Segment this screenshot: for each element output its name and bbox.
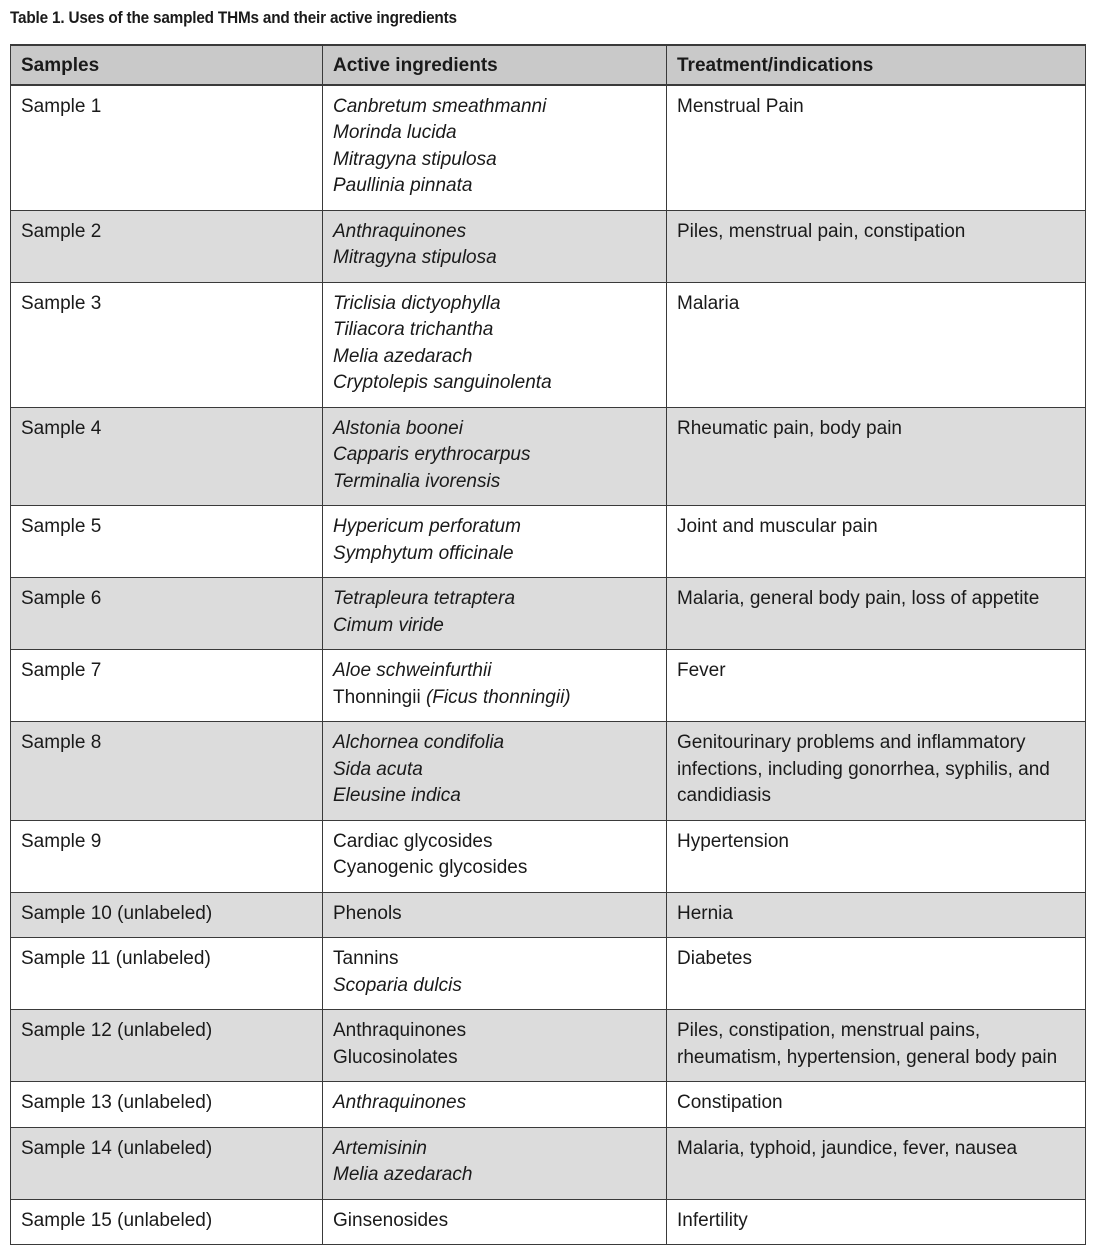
table-row: [11, 722, 1086, 821]
active-ingredients-cell: [323, 1199, 667, 1245]
table-row: [11, 650, 1086, 722]
ingredient-line: [333, 829, 656, 856]
ingredient-line: [333, 783, 656, 810]
ingredient-line: [333, 541, 656, 568]
ingredient-line: [333, 416, 656, 443]
ingredient-line: [333, 685, 656, 712]
ingredient-line: [333, 147, 656, 174]
active-ingredients-cell: [323, 210, 667, 282]
table-row: [11, 938, 1086, 1010]
ingredient-line: [333, 173, 656, 200]
sample-cell: Sample 13 (unlabeled): [11, 1082, 323, 1128]
ingredient-name: Anthraquinones: [333, 220, 467, 242]
ingredient-name: Artemisinin: [333, 1137, 427, 1159]
sample-cell: Sample 10 (unlabeled): [11, 892, 323, 938]
active-ingredients-cell: [323, 938, 667, 1010]
ingredient-line: [333, 946, 656, 973]
treatment-cell: Menstrual Pain: [667, 85, 1086, 211]
ingredient-line: [333, 613, 656, 640]
ingredient-name: Anthraquinones: [333, 1092, 467, 1113]
sample-cell: Sample 2: [11, 210, 323, 282]
sample-cell: Sample 12 (unlabeled): [11, 1010, 323, 1082]
sample-cell: Sample 7: [11, 650, 323, 722]
ingredient-name: Ginsenosides: [333, 1209, 449, 1231]
ingredient-name: Morinda lucida: [333, 122, 457, 143]
ingredient-line: [333, 730, 656, 757]
ingredient-name: Paullinia pinnata: [333, 175, 473, 196]
treatment-cell: Piles, menstrual pain, constipation: [667, 210, 1086, 282]
ingredient-name: Anthraquinones: [333, 1020, 467, 1041]
ingredient-name: Sida acuta: [333, 758, 423, 780]
treatment-cell: Constipation: [667, 1082, 1086, 1128]
treatment-cell: Malaria, typhoid, jaundice, fever, nausea: [667, 1127, 1086, 1199]
ingredient-line: [333, 658, 656, 685]
ingredient-name: Hypericum perforatum: [333, 516, 521, 537]
treatment-cell: Rheumatic pain, body pain: [667, 407, 1086, 506]
ingredient-line: [333, 514, 656, 541]
sample-cell: Sample 4: [11, 407, 323, 506]
table-header: [11, 45, 1086, 85]
table-row: [11, 1082, 1086, 1128]
treatment-cell: Malaria, general body pain, loss of appetite: [667, 578, 1086, 650]
table-row: [11, 85, 1086, 211]
header-row: [11, 45, 1086, 85]
ingredient-name: Capparis erythrocarpus: [333, 444, 531, 465]
ingredient-name: Cyanogenic glycosides: [333, 857, 528, 878]
table-row: [11, 210, 1086, 282]
ingredient-name: Eleusine indica: [333, 785, 461, 806]
sample-cell: Sample 8: [11, 722, 323, 821]
ingredient-name: Aloe schweinfurthii: [333, 660, 492, 681]
treatment-cell: Fever: [667, 650, 1086, 722]
header-active-ingredients: Active ingredients: [323, 45, 667, 85]
table-row: [11, 820, 1086, 892]
treatment-cell: Hernia: [667, 892, 1086, 938]
ingredient-line: [333, 291, 656, 318]
ingredient-line: [333, 120, 656, 147]
table-row: [11, 506, 1086, 578]
ingredient-line: [333, 245, 656, 272]
active-ingredients-cell: [323, 722, 667, 821]
treatment-line: rheumatism, hypertension, general body pain: [677, 1046, 1058, 1068]
treatment-cell: Infertility: [667, 1199, 1086, 1245]
treatment-cell: Malaria: [667, 282, 1086, 407]
ingredient-line: [333, 901, 656, 928]
table-row: [11, 1199, 1086, 1245]
ingredient-line: [333, 1090, 656, 1117]
ingredient-name: Mitragyna stipulosa: [333, 148, 497, 170]
sample-cell: Sample 14 (unlabeled): [11, 1127, 323, 1199]
ingredient-name: Tetrapleura tetraptera: [333, 588, 516, 609]
ingredient-name: Alstonia boonei: [333, 417, 463, 439]
table-row: [11, 1127, 1086, 1199]
header-samples: Samples: [11, 45, 323, 85]
thm-uses-table: [10, 44, 1086, 1245]
sample-cell: Sample 6: [11, 578, 323, 650]
active-ingredients-cell: [323, 1010, 667, 1082]
ingredient-line: [333, 469, 656, 496]
table-row: [11, 1010, 1086, 1082]
ingredient-line: [333, 757, 656, 784]
ingredient-name: Triclisia dictyophylla: [333, 292, 501, 314]
active-ingredients-cell: [323, 407, 667, 506]
treatment-cell: Hypertension: [667, 820, 1086, 892]
table-body: [11, 85, 1086, 1245]
ingredient-line: [333, 94, 656, 121]
table-row: [11, 892, 1086, 938]
treatment-cell: [667, 722, 1086, 821]
ingredient-line: [333, 344, 656, 371]
ingredient-line: [333, 317, 656, 344]
sample-cell: Sample 9: [11, 820, 323, 892]
ingredient-line: [333, 1018, 656, 1045]
ingredient-name: Scoparia dulcis: [333, 974, 462, 996]
ingredient-name: Melia azedarach: [333, 1164, 473, 1185]
ingredient-line: [333, 219, 656, 246]
sample-cell: Sample 15 (unlabeled): [11, 1199, 323, 1245]
active-ingredients-cell: [323, 85, 667, 211]
ingredient-line: [333, 973, 656, 1000]
ingredient-synonym: (Ficus thonningii): [425, 686, 571, 708]
treatment-cell: Diabetes: [667, 938, 1086, 1010]
active-ingredients-cell: [323, 578, 667, 650]
treatment-cell: [667, 1010, 1086, 1082]
ingredient-name: Alchornea condifolia: [333, 732, 505, 753]
ingredient-name: Cardiac glycosides: [333, 830, 493, 852]
ingredient-name: Cryptolepis sanguinolenta: [333, 372, 552, 393]
sample-cell: Sample 3: [11, 282, 323, 407]
active-ingredients-cell: [323, 892, 667, 938]
active-ingredients-cell: [323, 506, 667, 578]
ingredient-name: Glucosinolates: [333, 1046, 458, 1068]
ingredient-line: [333, 855, 656, 882]
ingredient-name: Thonningii: [333, 686, 421, 708]
ingredient-name: Melia azedarach: [333, 345, 473, 367]
active-ingredients-cell: [323, 1127, 667, 1199]
ingredient-name: Terminalia ivorensis: [333, 470, 501, 492]
ingredient-line: [333, 370, 656, 397]
ingredient-name: Phenols: [333, 902, 402, 924]
table-row: [11, 407, 1086, 506]
ingredient-line: [333, 1208, 656, 1235]
sample-cell: Sample 11 (unlabeled): [11, 938, 323, 1010]
active-ingredients-cell: [323, 820, 667, 892]
ingredient-name: Tannins: [333, 948, 399, 969]
ingredient-name: Tiliacora trichantha: [333, 319, 494, 340]
ingredient-line: [333, 1136, 656, 1163]
sample-cell: Sample 5: [11, 506, 323, 578]
sample-cell: Sample 1: [11, 85, 323, 211]
ingredient-line: [333, 586, 656, 613]
table-row: [11, 282, 1086, 407]
treatment-line: Genitourinary problems and inflammatory: [677, 732, 1026, 753]
ingredient-name: Mitragyna stipulosa: [333, 247, 497, 268]
ingredient-line: [333, 1162, 656, 1189]
active-ingredients-cell: [323, 1082, 667, 1128]
ingredient-line: [333, 442, 656, 469]
treatment-line: candidiasis: [677, 785, 771, 806]
table-caption: Table 1. Uses of the sampled THMs and their active ingredients: [10, 8, 457, 27]
treatment-line: Piles, constipation, menstrual pains,: [677, 1020, 981, 1041]
ingredient-name: Canbretum smeathmanni: [333, 95, 547, 117]
treatment-cell: Joint and muscular pain: [667, 506, 1086, 578]
active-ingredients-cell: [323, 650, 667, 722]
treatment-line: infections, including gonorrhea, syphilis, and: [677, 758, 1050, 780]
table-row: [11, 578, 1086, 650]
active-ingredients-cell: [323, 282, 667, 407]
ingredient-line: [333, 1045, 656, 1072]
header-treatment-indications: Treatment/indications: [667, 45, 1086, 85]
ingredient-name: Symphytum officinale: [333, 542, 514, 564]
ingredient-name: Cimum viride: [333, 614, 444, 636]
